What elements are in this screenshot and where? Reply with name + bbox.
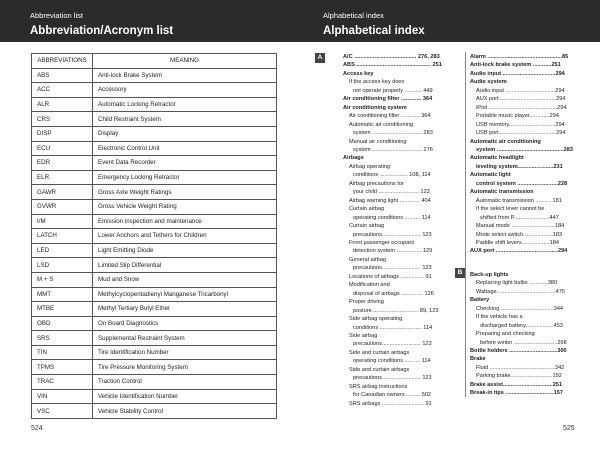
section-gap — [470, 256, 576, 271]
index-column-2 — [470, 53, 576, 398]
index-entry: operating conditions .......... 114 — [353, 214, 431, 221]
index-entry: precautions......................... 123 — [353, 341, 432, 348]
meaning-cell: On Board Diagnostics — [93, 316, 277, 331]
index-entry: for Canadian owners ......... 502 — [353, 392, 432, 399]
meaning-cell: Mud and Snow — [93, 272, 277, 287]
meaning-cell: Child Restraint System — [93, 112, 277, 127]
abbreviation-cell: I/M — [32, 214, 93, 229]
meaning-cell: Electronic Control Unit — [93, 141, 277, 156]
abbreviation-cell: DISP — [32, 126, 93, 141]
table-row — [32, 316, 277, 331]
abbreviation-cell: TRAC — [32, 375, 93, 390]
meaning-cell: Gross Vehicle Weight Rating — [93, 199, 277, 214]
table-row — [32, 360, 277, 375]
meaning-cell: Gross Axle Weight Ratings — [93, 185, 277, 200]
index-entry: Airbags — [343, 155, 364, 162]
index-entry: ABS ................................................ 251 — [343, 62, 442, 69]
index-entry: Automatic transmission .......... 181 — [476, 197, 562, 204]
table-row — [32, 214, 277, 229]
table-row — [32, 302, 277, 317]
meaning-cell: Anti-lock Brake System — [93, 68, 277, 83]
index-letter-b: B — [455, 268, 465, 278]
index-entry: system ................................ 276 — [353, 146, 433, 153]
page-number: 525 — [563, 425, 575, 432]
abbreviation-cell: MMT — [32, 287, 93, 302]
index-column-1 — [343, 53, 461, 408]
right-page — [300, 0, 600, 450]
index-entry: Manual mode ............................184 — [476, 223, 565, 230]
abbreviation-cell: TPMS — [32, 360, 93, 375]
page-title: Abbreviation/Acronym list — [30, 25, 174, 37]
abbreviation-cell: ACC — [32, 83, 93, 98]
index-entry: If the vehicle has a — [476, 314, 523, 321]
abbreviation-cell: GVWR — [32, 199, 93, 214]
column-header-abbreviations: ABBREVIATIONS — [32, 54, 93, 69]
meaning-cell: Automatic Locking Retractor — [93, 97, 277, 112]
meaning-cell: Lower Anchors and Tethers for Children — [93, 229, 277, 244]
index-entry: Checking ..................................344 — [476, 305, 564, 312]
index-entry: Air conditioning filter ............ 364 — [349, 113, 431, 120]
meaning-cell: Emission inspection and maintenance — [93, 214, 277, 229]
abbreviation-cell: M + S — [32, 272, 93, 287]
index-entry: Manual air conditioning — [349, 138, 407, 145]
index-entry: Airbag precautions for — [349, 180, 404, 187]
page-title: Alphabetical index — [323, 25, 425, 37]
index-entry: Airbag operating — [349, 163, 391, 170]
section-label: Abbreviation list — [30, 11, 83, 20]
meaning-cell: Accessory — [93, 83, 277, 98]
index-entry: Brake assist................................251 — [470, 381, 563, 388]
index-entry: AUX port.....................................294 — [476, 96, 566, 103]
index-entry: Side and curtain airbags — [349, 366, 410, 373]
index-entry: Fluid ..........................................342 — [476, 364, 565, 371]
table-row — [32, 156, 277, 171]
meaning-cell: Methyl Tertiary Butyl Ether — [93, 302, 277, 317]
column-divider — [465, 52, 466, 397]
index-entry: Air conditioning filter ............. 364 — [343, 96, 433, 103]
index-entry: control system ..........................228 — [476, 180, 568, 187]
table-row — [32, 345, 277, 360]
meaning-cell: Event Data Recorder — [93, 156, 277, 171]
table-row — [32, 83, 277, 98]
table-header-row — [32, 54, 277, 69]
abbreviation-cell: ALR — [32, 97, 93, 112]
index-entry: If the access key does — [349, 79, 405, 86]
left-page-header — [0, 0, 300, 42]
section-label: Alphabetical index — [323, 11, 384, 20]
abbreviation-cell: EDR — [32, 156, 93, 171]
index-entry: Break-in tips ...............................157 — [470, 390, 563, 397]
index-entry: Bottle holders ...............................300 — [470, 347, 567, 354]
table-row — [32, 404, 277, 419]
table-row — [32, 375, 277, 390]
table-row — [32, 97, 277, 112]
meaning-cell: Display — [93, 126, 277, 141]
table-row — [32, 229, 277, 244]
index-entry: Proper driving — [349, 299, 384, 306]
abbreviation-cell: GAWR — [32, 185, 93, 200]
meaning-cell: Light Emitting Diode — [93, 243, 277, 258]
table-row — [32, 112, 277, 127]
index-entry: operating conditions .......... 114 — [353, 358, 431, 365]
index-entry: Automatic air conditioning — [349, 121, 414, 128]
index-entry: Anti-lock brake system ............251 — [470, 62, 561, 69]
index-entry: iPod ............................................294 — [476, 104, 567, 111]
index-entry: conditions ........................... 114 — [353, 324, 433, 331]
index-entry: Modification and — [349, 282, 390, 289]
table-row — [32, 243, 277, 258]
meaning-cell: Vehicle Identification Number — [93, 389, 277, 404]
index-entry: system ................................ 283 — [353, 130, 433, 137]
abbreviation-cell: SRS — [32, 331, 93, 346]
index-entry: Automatic air conditioning — [470, 138, 541, 145]
index-entry: leveling system.......................231 — [476, 163, 563, 170]
index-entry: AUX port ........................................294 — [470, 248, 568, 255]
index-entry: SRS airbags ........................... 91 — [349, 400, 432, 407]
index-entry: precautions......................... 123 — [353, 231, 432, 238]
table-row — [32, 331, 277, 346]
index-entry: precautions......................... 123 — [353, 265, 432, 272]
index-entry: Automatic light — [470, 172, 511, 179]
index-entry: not operate properly ........... 449 — [353, 87, 433, 94]
meaning-cell: Tire Identification Number — [93, 345, 277, 360]
index-entry: Portable music player.............294 — [476, 113, 560, 120]
index-entry: Paddle shift levers..................184 — [476, 239, 560, 246]
index-entry: disposal of airbags .............. 126 — [353, 290, 434, 297]
index-entry: system ...........................................283 — [476, 146, 573, 153]
index-entry: Mode select switch ..................183 — [476, 231, 563, 238]
index-entry: Air conditioning system — [343, 104, 407, 111]
index-entry: Audio input ................................294 — [476, 87, 565, 94]
table-row — [32, 287, 277, 302]
index-entry: Preparing and checking — [476, 331, 535, 338]
index-letter-a: A — [315, 53, 325, 63]
meaning-cell: Tire Pressure Monitoring System — [93, 360, 277, 375]
abbreviation-cell: MTBE — [32, 302, 93, 317]
index-entry: Wattage......................................475 — [476, 288, 566, 295]
meaning-cell: Traction Control — [93, 375, 277, 390]
meaning-cell: Emergency Locking Retractor — [93, 170, 277, 185]
index-entry: If the select lever cannot be — [476, 206, 545, 213]
index-entry: Automatic headlight — [470, 155, 524, 162]
abbreviation-cell: ABS — [32, 68, 93, 83]
page-number: 524 — [31, 425, 43, 432]
index-entry: Automatic transmission — [470, 189, 534, 196]
index-entry: USB memory..............................294 — [476, 121, 565, 128]
abbreviation-cell: VSC — [32, 404, 93, 419]
abbreviation-cell: LSD — [32, 258, 93, 273]
table-row — [32, 272, 277, 287]
right-page-header — [300, 0, 600, 42]
index-entry: Access key — [343, 70, 374, 77]
index-entry: posture.............................. 89, 123 — [353, 307, 439, 314]
index-entry: detection system ................ 129 — [353, 248, 433, 255]
index-entry: General airbag — [349, 256, 387, 263]
index-entry: conditions .................. 108, 114 — [353, 172, 431, 179]
index-entry: shifted from P.......................447 — [480, 214, 559, 221]
index-entry: USB port.....................................294 — [476, 130, 566, 137]
index-entry: Brake — [470, 356, 486, 363]
index-entry: Alarm ................................................85 — [470, 54, 569, 60]
abbreviation-cell: LATCH — [32, 229, 93, 244]
table-row — [32, 199, 277, 214]
index-entry: Replacing light bulbs ............380 — [476, 280, 558, 287]
abbreviation-table — [31, 53, 277, 419]
index-entry: your child .......................... 123 — [353, 189, 430, 196]
index-entry: precautions......................... 123 — [353, 375, 432, 382]
table-row — [32, 126, 277, 141]
meaning-cell: Limited Slip Differential — [93, 258, 277, 273]
abbreviation-cell: ELR — [32, 170, 93, 185]
abbreviation-cell: OBD — [32, 316, 93, 331]
index-entry: A/C ........................................ 276, 283 — [343, 54, 440, 60]
index-entry: Locations of airbags ............... 91 — [349, 273, 432, 280]
abbreviation-cell: LED — [32, 243, 93, 258]
table-row — [32, 185, 277, 200]
meaning-cell: Vehicle Stability Control — [93, 404, 277, 419]
index-entry: Side airbag — [349, 332, 378, 339]
table-row — [32, 141, 277, 156]
index-entry: Side airbag operating — [349, 316, 403, 323]
index-entry: SRS airbag instructions — [349, 383, 408, 390]
table-row — [32, 68, 277, 83]
table-row — [32, 170, 277, 185]
index-group-a — [470, 53, 576, 256]
index-entry: Side and curtain airbags — [349, 349, 410, 356]
abbreviation-table-body — [32, 68, 277, 418]
index-entry: Airbag warning light ............. 404 — [349, 197, 431, 204]
index-entry: Audio input ..................................294 — [470, 70, 565, 77]
table-row — [32, 258, 277, 273]
abbreviation-cell: TIN — [32, 345, 93, 360]
index-entry: Battery — [470, 297, 490, 304]
index-entry: discharged battery..................453 — [480, 322, 563, 329]
index-group-b — [470, 271, 576, 398]
index-entry: Audio system — [470, 79, 507, 86]
index-entry: Curtain airbag — [349, 223, 385, 230]
column-header-meaning: MEANING — [93, 54, 277, 69]
index-entry: Curtain airbag — [349, 206, 385, 213]
index-entry: before winter ............................268 — [480, 339, 567, 346]
abbreviation-cell: CRS — [32, 112, 93, 127]
meaning-cell: Supplemental Restraint System — [93, 331, 277, 346]
meaning-cell: Methylcyclopentadienyl Manganese Tricarbonyl — [93, 287, 277, 302]
index-entry: Back-up lights — [470, 271, 509, 278]
table-row — [32, 389, 277, 404]
abbreviation-cell: VIN — [32, 389, 93, 404]
abbreviation-cell: ECU — [32, 141, 93, 156]
index-entry: Front passenger occupant — [349, 239, 414, 246]
index-entry: Parking brake...........................192 — [476, 373, 562, 380]
